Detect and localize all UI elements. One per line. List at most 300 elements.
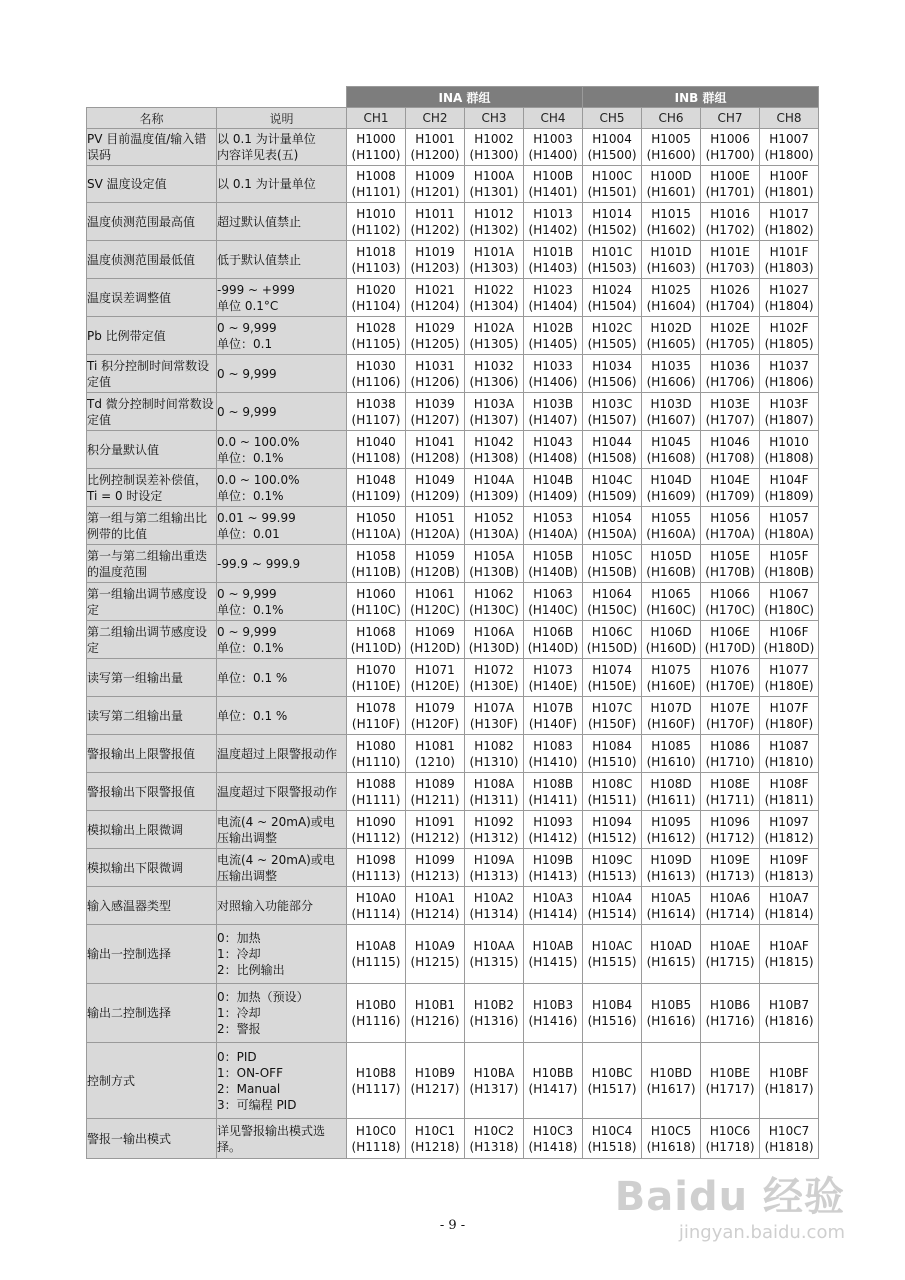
register-address: H1032 [474, 358, 514, 373]
table-row [87, 469, 819, 507]
register-cell [524, 166, 583, 203]
register-alt-address: (H1411) [528, 792, 578, 807]
table-row [87, 1043, 819, 1119]
register-cell [465, 279, 524, 317]
register-alt-address: (H170B) [705, 564, 755, 579]
register-alt-address: (H1310) [469, 754, 519, 769]
param-description [217, 469, 347, 507]
register-alt-address: (H150D) [586, 640, 638, 655]
register-address: H101E [710, 244, 750, 259]
register-alt-address: (H1200) [410, 148, 460, 162]
register-alt-address: (H1305) [469, 336, 519, 351]
description-line: 0.0 ~ 100.0% [217, 434, 300, 449]
register-cell [524, 469, 583, 507]
register-cell [583, 1119, 642, 1159]
register-alt-address: (H1414) [528, 906, 578, 921]
param-description [217, 1043, 347, 1119]
register-alt-address: (H160E) [646, 678, 696, 693]
register-alt-address: (H1212) [410, 830, 460, 845]
register-alt-address: (H1206) [410, 374, 460, 389]
register-cell [701, 469, 760, 507]
register-address: H100D [650, 169, 692, 183]
register-cell [701, 984, 760, 1043]
register-alt-address: (H1306) [469, 374, 519, 389]
register-alt-address: (H1407) [528, 412, 578, 427]
register-cell [347, 545, 406, 583]
register-cell [347, 355, 406, 393]
register-address: H1033 [533, 358, 573, 373]
register-cell [465, 317, 524, 355]
register-alt-address: (H1100) [351, 148, 401, 162]
register-alt-address: (H1815) [764, 955, 814, 969]
register-cell [760, 984, 819, 1043]
register-alt-address: (H1509) [587, 488, 637, 503]
register-alt-address: (H170A) [705, 526, 755, 541]
register-address: H1041 [415, 434, 455, 449]
register-address: H1051 [415, 510, 455, 525]
register-address: H1026 [710, 282, 750, 297]
register-alt-address: (H1511) [587, 792, 637, 807]
register-address: H1039 [415, 396, 455, 411]
register-cell [347, 129, 406, 166]
register-cell [524, 1043, 583, 1119]
register-address: H104B [532, 472, 574, 487]
register-alt-address: (H1613) [646, 868, 696, 883]
register-address: H1066 [710, 586, 750, 601]
register-alt-address: (H1516) [587, 1014, 637, 1028]
register-alt-address: (H1800) [764, 148, 814, 162]
register-address: H100B [532, 169, 574, 183]
register-cell [583, 469, 642, 507]
register-cell [760, 925, 819, 984]
register-alt-address: (H1108) [351, 450, 401, 465]
register-address: H106C [591, 624, 633, 639]
register-address: H1000 [356, 132, 396, 146]
register-cell [465, 241, 524, 279]
register-address: H1024 [592, 282, 632, 297]
channel-header: CH2 [406, 108, 465, 129]
description-line: 详见警报输出模式选择。 [217, 1123, 326, 1154]
register-address: H10AA [473, 939, 515, 953]
param-description [217, 279, 347, 317]
register-cell [406, 621, 465, 659]
register-cell [701, 621, 760, 659]
register-address: H1076 [710, 662, 750, 677]
register-address: H1006 [710, 132, 750, 146]
register-alt-address: (H130F) [469, 716, 519, 731]
register-address: H1079 [415, 700, 455, 715]
register-address: H1011 [415, 206, 455, 221]
register-alt-address: (H120E) [410, 678, 460, 693]
register-address: H10B5 [650, 998, 692, 1012]
register-cell [347, 773, 406, 811]
register-alt-address: (H1118) [351, 1139, 401, 1154]
register-alt-address: (H110A) [351, 526, 401, 541]
table-row [87, 279, 819, 317]
register-cell [524, 279, 583, 317]
register-cell [701, 811, 760, 849]
register-cell [760, 659, 819, 697]
register-alt-address: (H1308) [469, 450, 519, 465]
register-address: H1021 [415, 282, 455, 297]
register-alt-address: (H130A) [469, 526, 519, 541]
group-header-row [87, 87, 819, 108]
register-alt-address: (H1704) [705, 298, 755, 313]
register-address: H108E [710, 776, 750, 791]
register-cell [465, 545, 524, 583]
register-cell [701, 925, 760, 984]
register-address: H100F [769, 169, 809, 183]
register-alt-address: (H130C) [469, 602, 519, 617]
register-address: H1050 [356, 510, 396, 525]
register-address: H1097 [769, 814, 809, 829]
table-row [87, 773, 819, 811]
register-address: H10C4 [591, 1123, 633, 1138]
register-address: H1082 [474, 738, 514, 753]
register-alt-address: (H1806) [764, 374, 814, 389]
param-description [217, 659, 347, 697]
register-address: H10BB [532, 1065, 574, 1080]
register-alt-address: (H1218) [410, 1139, 460, 1154]
channel-header: CH3 [465, 108, 524, 129]
description-line: 0：加热（预设） [217, 990, 309, 1004]
register-address: H106F [769, 624, 809, 639]
register-address: H1054 [592, 510, 632, 525]
register-alt-address: (H1715) [705, 955, 755, 969]
register-address: H1040 [356, 434, 396, 449]
description-line: 单位：0.1 [217, 336, 273, 351]
register-address: H10BD [650, 1065, 692, 1080]
register-alt-address: (H1710) [705, 754, 755, 769]
register-address: H10B9 [414, 1065, 456, 1080]
register-cell [406, 887, 465, 925]
register-address: H105F [769, 548, 809, 563]
register-address: H101F [769, 244, 809, 259]
register-address: H109A [473, 852, 515, 867]
register-cell [406, 241, 465, 279]
register-address: H1055 [651, 510, 691, 525]
description-line: 1：冷却 [217, 1006, 261, 1020]
register-cell [642, 545, 701, 583]
register-cell [701, 849, 760, 887]
register-alt-address: (H1115) [351, 955, 401, 969]
register-cell [347, 659, 406, 697]
register-cell [642, 241, 701, 279]
table-row [87, 697, 819, 735]
register-alt-address: (H1612) [646, 830, 696, 845]
param-description [217, 849, 347, 887]
group-inb-header: INB 群组 [583, 87, 819, 108]
register-alt-address: (H1317) [469, 1081, 519, 1096]
register-address: H108B [532, 776, 574, 791]
param-description [217, 773, 347, 811]
description-line: 温度超过下限警报动作 [217, 784, 338, 799]
register-address: H1022 [474, 282, 514, 297]
param-name: PV 目前温度值/输入错误码 [87, 129, 217, 166]
register-alt-address: (H1610) [646, 754, 696, 769]
register-address: H10B2 [473, 998, 515, 1012]
register-cell [583, 317, 642, 355]
register-address: H1062 [474, 586, 514, 601]
description-line: 温度超过上限警报动作 [217, 746, 338, 761]
register-address: H1043 [533, 434, 573, 449]
register-cell [760, 166, 819, 203]
register-alt-address: (H110E) [351, 678, 401, 693]
register-cell [406, 583, 465, 621]
register-alt-address: (H1517) [587, 1081, 637, 1096]
register-alt-address: (H1201) [410, 185, 460, 199]
register-cell [701, 129, 760, 166]
register-alt-address: (H1110) [351, 754, 401, 769]
register-address: H1052 [474, 510, 514, 525]
register-address: H106D [650, 624, 692, 639]
table-row [87, 203, 819, 241]
register-cell [583, 129, 642, 166]
register-address: H1002 [474, 132, 514, 146]
register-cell [642, 735, 701, 773]
col-desc-header: 说明 [217, 108, 347, 129]
register-alt-address: (H1311) [469, 792, 519, 807]
register-alt-address: (H1706) [705, 374, 755, 389]
register-cell [760, 317, 819, 355]
table-row [87, 583, 819, 621]
param-name: 温度侦测范围最高值 [87, 203, 217, 241]
param-name: 输出二控制选择 [87, 984, 217, 1043]
register-address: H101B [532, 244, 574, 259]
register-address: H105D [650, 548, 692, 563]
table-row [87, 887, 819, 925]
register-alt-address: (H1412) [528, 830, 578, 845]
register-alt-address: (H1303) [469, 260, 519, 275]
register-address: H1065 [651, 586, 691, 601]
register-alt-address: (H170D) [704, 640, 756, 655]
register-alt-address: (H180B) [764, 564, 814, 579]
register-address: H1057 [769, 510, 809, 525]
register-alt-address: (H1507) [587, 412, 637, 427]
register-alt-address: (H1116) [351, 1014, 401, 1028]
group-ina-header: INA 群组 [347, 87, 583, 108]
register-cell [406, 507, 465, 545]
register-alt-address: (H1318) [469, 1139, 519, 1154]
table-row [87, 659, 819, 697]
register-alt-address: (H1312) [469, 830, 519, 845]
register-cell [642, 317, 701, 355]
register-alt-address: (H170C) [705, 602, 755, 617]
register-cell [347, 507, 406, 545]
register-cell [760, 469, 819, 507]
register-address: H10B7 [768, 998, 810, 1012]
register-cell [406, 849, 465, 887]
register-cell [524, 1119, 583, 1159]
register-alt-address: (H1604) [646, 298, 696, 313]
register-alt-address: (H1315) [469, 955, 519, 969]
register-address: H102C [591, 320, 633, 335]
register-address: H109E [710, 852, 750, 867]
register-cell [347, 697, 406, 735]
register-alt-address: (H160A) [646, 526, 696, 541]
register-alt-address: (H1609) [646, 488, 696, 503]
register-address: H1088 [356, 776, 396, 791]
register-cell [701, 1119, 760, 1159]
register-address: H109B [532, 852, 574, 867]
register-address: H10B3 [532, 998, 574, 1012]
register-address: H1038 [356, 396, 396, 411]
description-line: -999 ~ +999 [217, 282, 295, 297]
register-cell [524, 431, 583, 469]
register-alt-address: (H1805) [764, 336, 814, 351]
param-name: 第二组输出调节感度设定 [87, 621, 217, 659]
register-cell [642, 469, 701, 507]
register-alt-address: (H170F) [705, 716, 755, 731]
register-address: H10A5 [650, 890, 692, 905]
register-cell [524, 583, 583, 621]
register-address: H1083 [533, 738, 573, 753]
register-cell [642, 393, 701, 431]
param-description [217, 507, 347, 545]
register-cell [583, 203, 642, 241]
register-address: H1095 [651, 814, 691, 829]
register-cell [701, 659, 760, 697]
register-address: H10AC [591, 939, 633, 953]
param-name: 温度侦测范围最低值 [87, 241, 217, 279]
register-address: H1044 [592, 434, 632, 449]
register-cell [701, 393, 760, 431]
register-alt-address: (H180A) [764, 526, 814, 541]
register-address: H102A [473, 320, 515, 335]
register-address: H108F [769, 776, 809, 791]
register-cell [701, 203, 760, 241]
register-cell [347, 1043, 406, 1119]
description-line: 0 ~ 9,999 [217, 624, 277, 639]
register-cell [583, 583, 642, 621]
register-cell [524, 735, 583, 773]
register-address: H102F [769, 320, 809, 335]
register-alt-address: (H1508) [587, 450, 637, 465]
register-alt-address: (H1416) [528, 1014, 578, 1028]
register-address: H1058 [356, 548, 396, 563]
register-address: H10A1 [414, 890, 456, 905]
register-alt-address: (1210) [415, 754, 455, 769]
description-line: 2：警报 [217, 1022, 261, 1036]
register-cell [583, 431, 642, 469]
register-cell [760, 393, 819, 431]
register-cell [642, 984, 701, 1043]
description-line: 1：冷却 [217, 947, 261, 961]
register-alt-address: (H1402) [528, 222, 578, 237]
table-row [87, 811, 819, 849]
register-address: H1036 [710, 358, 750, 373]
register-alt-address: (H1102) [351, 222, 401, 237]
register-alt-address: (H1512) [587, 830, 637, 845]
register-address: H102B [532, 320, 574, 335]
watermark-url: jingyan.baidu.com [678, 1222, 845, 1243]
register-cell [524, 773, 583, 811]
register-address: H1094 [592, 814, 632, 829]
register-alt-address: (H1215) [410, 955, 460, 969]
register-cell [642, 507, 701, 545]
register-address: H1053 [533, 510, 573, 525]
register-alt-address: (H1304) [469, 298, 519, 313]
register-address: H1008 [356, 169, 396, 183]
register-address: H1059 [415, 548, 455, 563]
register-cell [465, 621, 524, 659]
register-alt-address: (H1809) [764, 488, 814, 503]
register-cell [406, 129, 465, 166]
register-alt-address: (H1817) [764, 1081, 814, 1096]
register-cell [524, 984, 583, 1043]
register-cell [347, 735, 406, 773]
register-address: H1010 [356, 206, 396, 221]
register-cell [701, 166, 760, 203]
register-alt-address: (H1502) [587, 222, 637, 237]
register-address: H1037 [769, 358, 809, 373]
register-address: H1068 [356, 624, 396, 639]
register-address: H108D [650, 776, 692, 791]
description-line: 电流(4 ~ 20mA)或电压输出调整 [217, 852, 335, 883]
register-cell [701, 583, 760, 621]
register-address: H101C [591, 244, 633, 259]
table-row [87, 129, 819, 166]
register-address: H10C5 [650, 1123, 692, 1138]
description-line: 以 0.1 为计量单位 [217, 177, 316, 191]
param-name: 比例控制误差补偿值，Ti = 0 时设定 [87, 469, 217, 507]
register-alt-address: (H180F) [764, 716, 814, 731]
register-address: H1007 [769, 132, 809, 146]
description-line: 超过默认值禁止 [217, 214, 302, 229]
register-alt-address: (H1112) [351, 830, 401, 845]
register-address: H105C [591, 548, 633, 563]
register-address: H10A6 [709, 890, 751, 905]
param-name: 控制方式 [87, 1043, 217, 1119]
register-address: H105A [473, 548, 515, 563]
register-cell [583, 166, 642, 203]
description-line: 对照输入功能部分 [217, 898, 314, 913]
register-address: H1071 [415, 662, 455, 677]
register-alt-address: (H1803) [764, 260, 814, 275]
register-cell [406, 431, 465, 469]
register-address: H10C7 [768, 1123, 810, 1138]
register-alt-address: (H1410) [528, 754, 578, 769]
register-alt-address: (H120F) [410, 716, 460, 731]
register-address: H104E [710, 472, 750, 487]
register-cell [406, 469, 465, 507]
param-description [217, 241, 347, 279]
register-address: H104F [769, 472, 809, 487]
register-alt-address: (H1209) [410, 488, 460, 503]
register-alt-address: (H120C) [410, 602, 460, 617]
register-cell [701, 355, 760, 393]
register-alt-address: (H1601) [646, 185, 696, 199]
register-cell [583, 507, 642, 545]
register-alt-address: (H150B) [587, 564, 637, 579]
register-address: H1072 [474, 662, 514, 677]
register-cell [465, 355, 524, 393]
table-row [87, 1119, 819, 1159]
register-cell [406, 925, 465, 984]
register-address: H107F [769, 700, 809, 715]
description-line: 单位：0.01 [217, 526, 280, 541]
register-alt-address: (H1405) [528, 336, 578, 351]
table-row [87, 431, 819, 469]
register-alt-address: (H1513) [587, 868, 637, 883]
register-address: H1003 [533, 132, 573, 146]
register-cell [701, 1043, 760, 1119]
register-address: H101A [473, 244, 515, 259]
register-address: H1029 [415, 320, 455, 335]
param-name: 第一组输出调节感度设定 [87, 583, 217, 621]
register-address: H1087 [769, 738, 809, 753]
register-cell [465, 659, 524, 697]
